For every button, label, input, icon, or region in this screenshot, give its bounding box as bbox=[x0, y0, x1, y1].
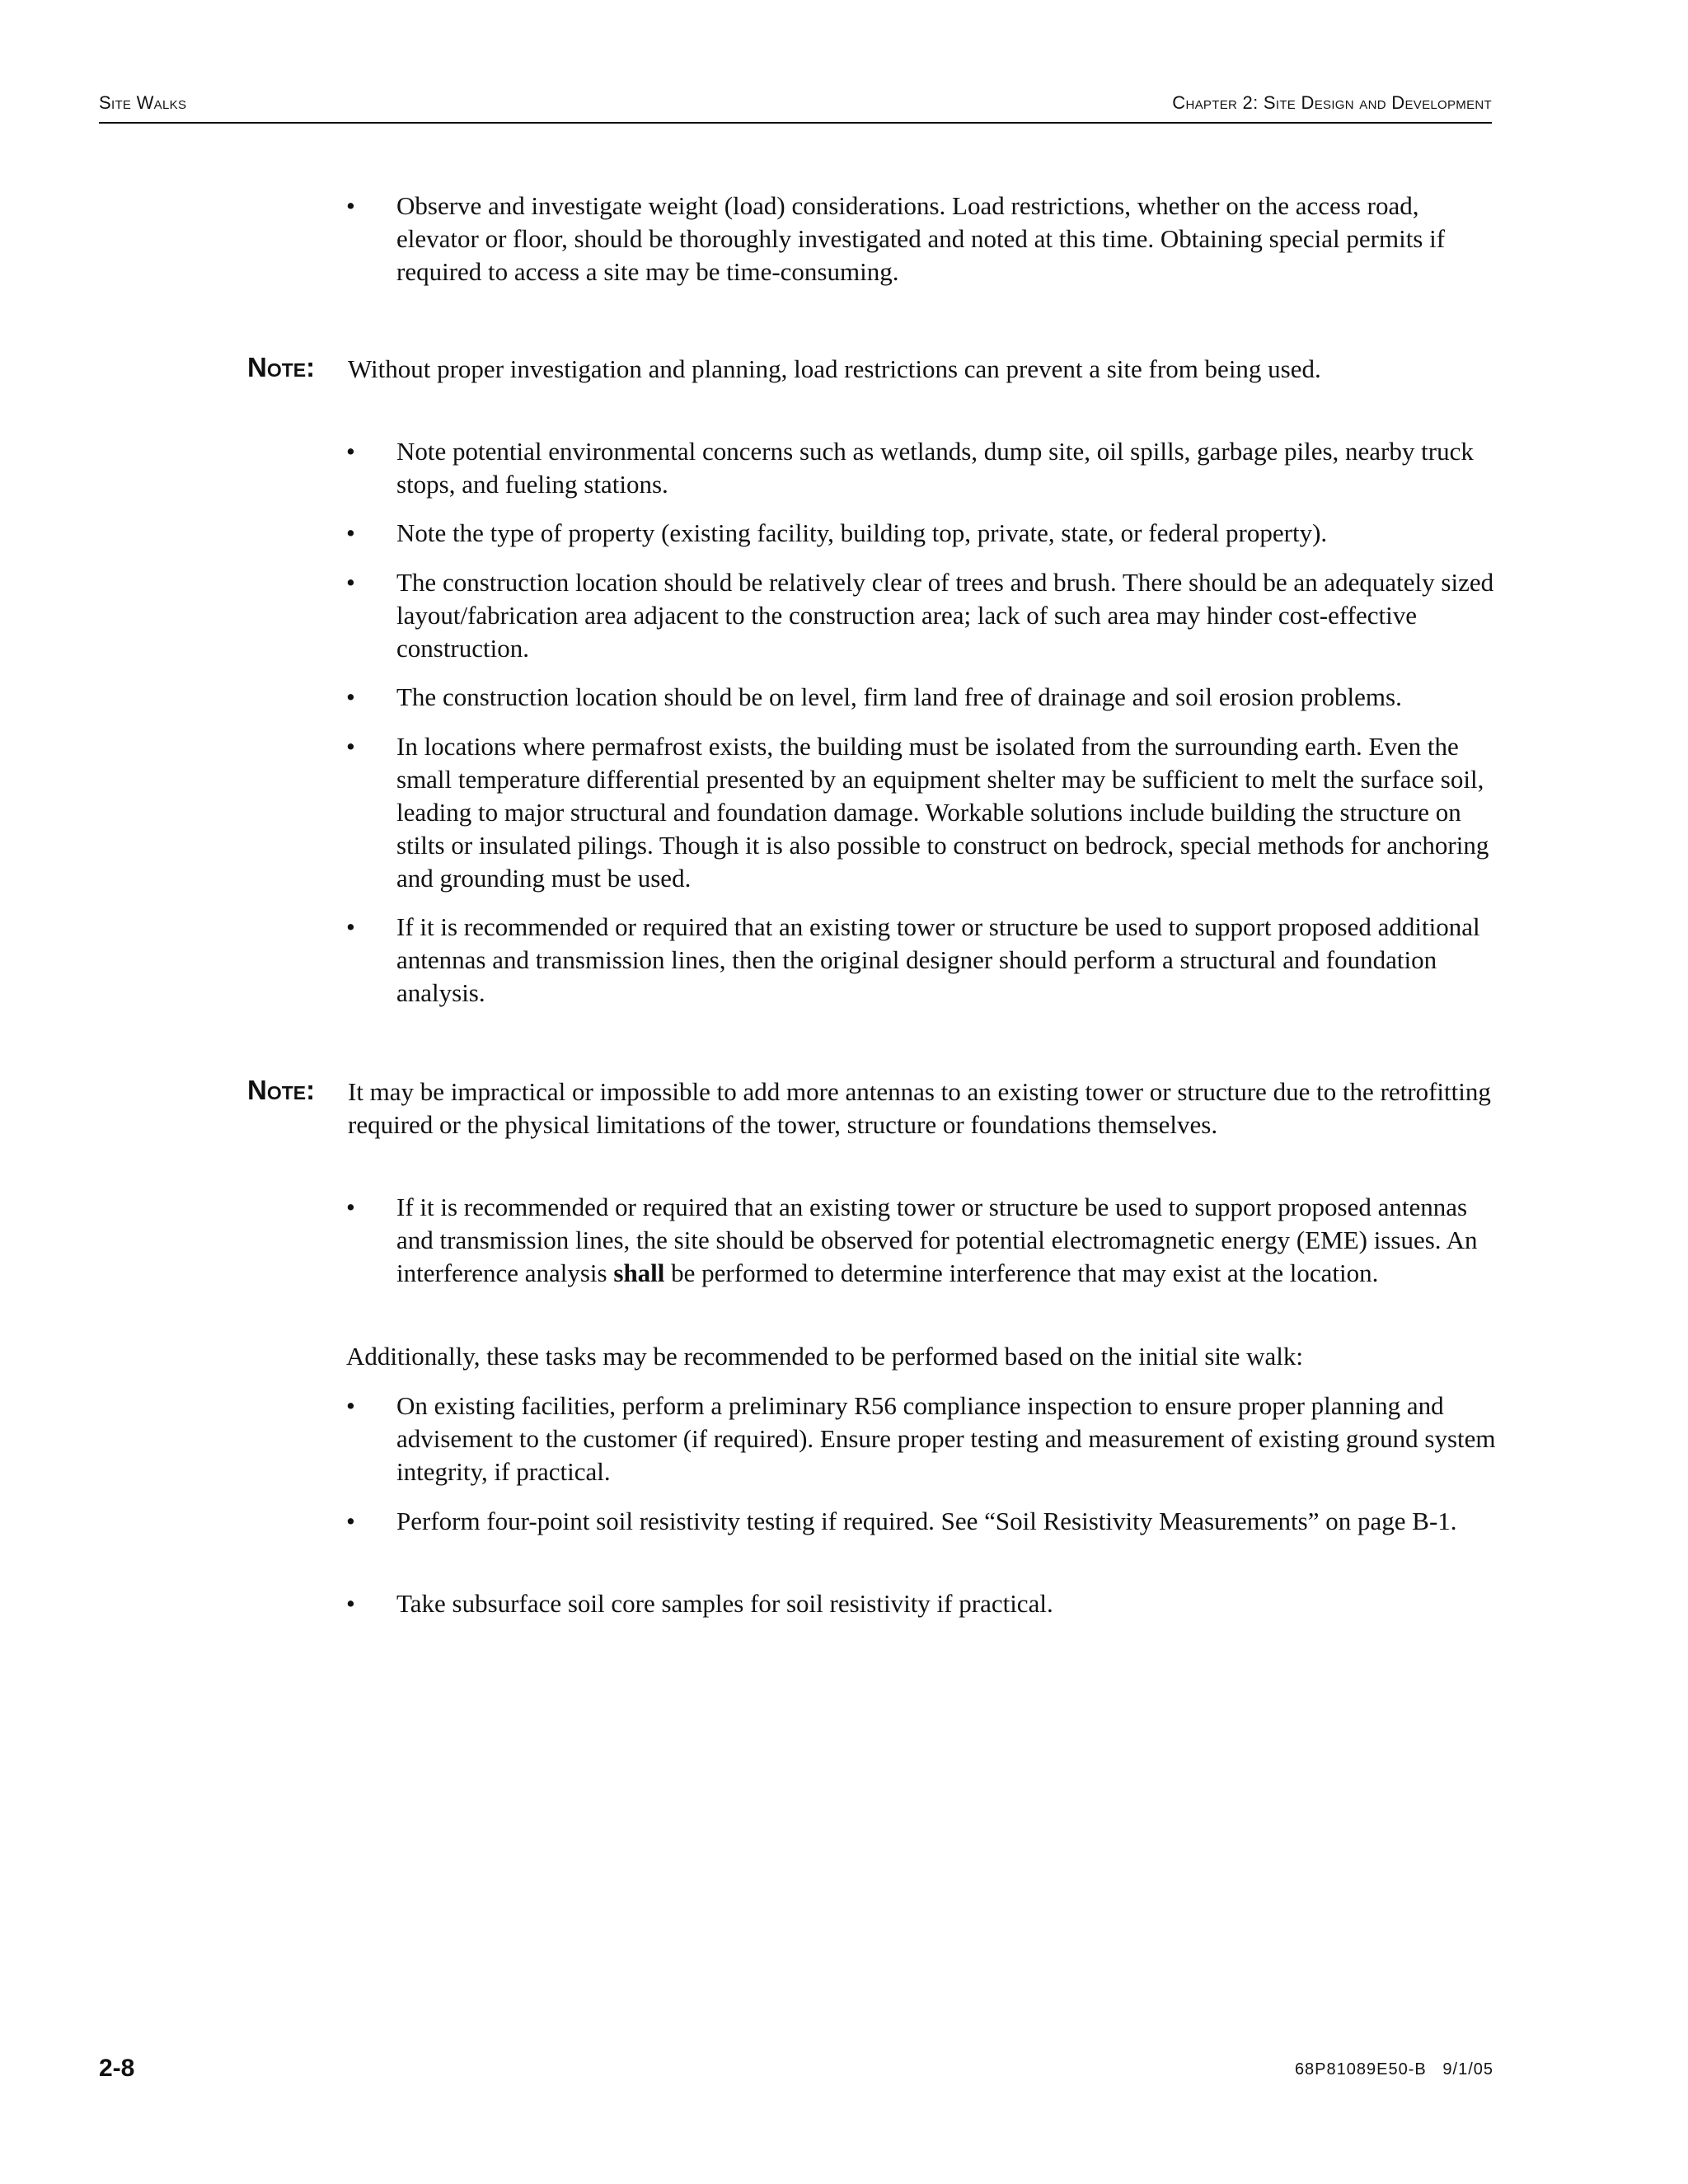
list-item bbox=[346, 911, 1496, 1010]
list-item-text: Take subsurface soil core samples for soil resistivity if practical. bbox=[396, 1589, 1053, 1618]
list-item bbox=[346, 435, 1496, 501]
page-number: 2-8 bbox=[99, 2055, 135, 2082]
list-item-text: The construction location should be relatively clear of trees and brush. There should be an adequately sized layout/fabrication area adjacent to the construction area; lack of such area may hinder cost-effective construction. bbox=[396, 568, 1494, 663]
note-text: Without proper investigation and planning, load restrictions can prevent a site from being used. bbox=[348, 354, 1321, 383]
bullet-mark: • bbox=[346, 568, 355, 597]
note-label: Note: bbox=[247, 1075, 316, 1105]
text-run: be performed to determine interference that may exist at the location. bbox=[664, 1258, 1379, 1287]
bullet-mark: • bbox=[346, 1193, 355, 1221]
list-item-text: If it is recommended or required that an existing tower or structure be used to support proposed additional antennas and transmission lines, then the original designer should perform a structural and foundation analysis. bbox=[396, 912, 1480, 1007]
list-item-text bbox=[396, 1191, 1496, 1290]
paragraph: Additionally, these tasks may be recommended to be performed based on the initial site walk: bbox=[346, 1342, 1304, 1371]
bullet-mark: • bbox=[346, 191, 355, 220]
list-item bbox=[346, 566, 1496, 665]
chapter-title: Chapter 2: Site Design and Development bbox=[1172, 92, 1492, 113]
text-run: If it is recommended or required that an existing tower or structure be used to support proposed antennas and transmission lines, the site should be observed for potential electromagnetic energy (EME) issues. An interference analysis bbox=[396, 1193, 1478, 1287]
list-item bbox=[346, 681, 1496, 714]
note-block bbox=[247, 353, 1492, 386]
list-item-text: Observe and investigate weight (load) considerations. Load restrictions, whether on the access road, elevator or floor, should be thoroughly investigated and noted at this time. Obtaining special permits if required to access a site may be time-consuming. bbox=[396, 191, 1446, 286]
list-item bbox=[346, 517, 1496, 550]
list-item-text: Note potential environmental concerns such as wetlands, dump site, oil spills, garbage piles, nearby truck stops, and fueling stations. bbox=[396, 437, 1474, 499]
bullet-mark: • bbox=[346, 1391, 355, 1420]
list-item bbox=[346, 730, 1496, 895]
list-item-text: The construction location should be on level, firm land free of drainage and soil erosion problems. bbox=[396, 682, 1402, 711]
emphasis-shall: shall bbox=[613, 1258, 665, 1287]
bullet-mark: • bbox=[346, 437, 355, 466]
list-item bbox=[346, 1587, 1496, 1620]
list-item bbox=[346, 190, 1496, 288]
list-item-text: In locations where permafrost exists, the building must be isolated from the surrounding earth. Even the small temperature differential presented by an equipment shelter may be sufficient to melt the surface soil, leading to major structural and foundation damage. Workable solutions include building the structure on stilts or insulated pilings. Though it is also possible to construct on bedrock, special methods for anchoring and grounding must be used. bbox=[396, 732, 1489, 893]
note-block bbox=[247, 1076, 1492, 1141]
list-item-text: On existing facilities, perform a preliminary R56 compliance inspection to ensure proper planning and advisement to the customer (if required). Ensure proper testing and measurement of existing ground system integrity, if practical. bbox=[396, 1391, 1496, 1486]
list-item-text: Perform four-point soil resistivity testing if required. See “Soil Resistivity Measurements” on page B-1. bbox=[396, 1507, 1457, 1535]
list-item bbox=[346, 1390, 1496, 1488]
bullet-mark: • bbox=[346, 518, 355, 547]
bullet-mark: • bbox=[346, 912, 355, 941]
list-item bbox=[346, 1191, 1496, 1290]
document-id: 68P81089E50-B 9/1/05 bbox=[1294, 2060, 1493, 2079]
page-header bbox=[99, 86, 1492, 124]
bullet-mark: • bbox=[346, 682, 355, 711]
bullet-mark: • bbox=[346, 732, 355, 761]
note-label: Note: bbox=[247, 352, 316, 382]
list-item-text: Note the type of property (existing facility, building top, private, state, or federal property). bbox=[396, 518, 1328, 547]
bullet-mark: • bbox=[346, 1507, 355, 1535]
bullet-mark: • bbox=[346, 1589, 355, 1618]
note-text: It may be impractical or impossible to add more antennas to an existing tower or structure due to the retrofitting required or the physical limitations of the tower, structure or foundations themselves. bbox=[348, 1077, 1491, 1139]
list-item bbox=[346, 1505, 1496, 1538]
section-title: Site Walks bbox=[99, 92, 187, 113]
